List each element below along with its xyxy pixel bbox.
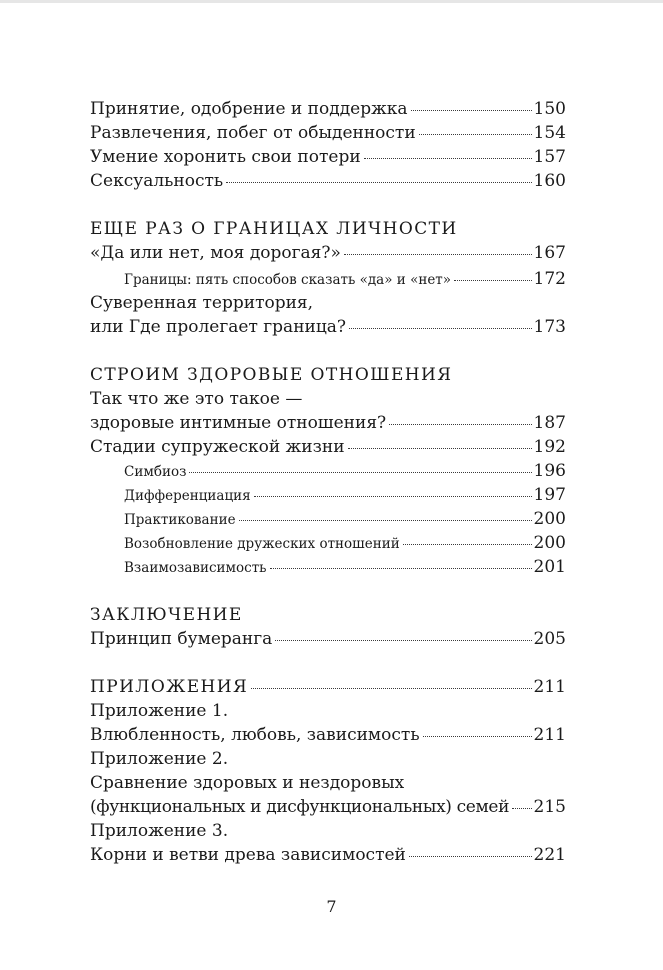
toc-entry[interactable] bbox=[90, 145, 566, 169]
toc-entry-title: здоровые интимные отношения? bbox=[90, 413, 387, 433]
toc-appendix-label[interactable] bbox=[90, 699, 566, 723]
toc-section-heading[interactable] bbox=[90, 675, 566, 699]
toc-subentry[interactable] bbox=[124, 267, 566, 291]
toc-entry[interactable] bbox=[90, 627, 566, 651]
toc-entry-continued[interactable] bbox=[90, 771, 566, 795]
toc-entry-title: Сексуальность bbox=[90, 171, 224, 191]
toc-section-heading[interactable] bbox=[90, 603, 566, 627]
toc-entry[interactable] bbox=[90, 169, 566, 193]
toc-entry-title: Стадии супружеской жизни bbox=[90, 437, 345, 457]
toc-subentry[interactable] bbox=[124, 459, 566, 483]
dot-leader bbox=[344, 254, 532, 255]
toc-entry-page: 200 bbox=[533, 509, 566, 529]
toc-entry[interactable] bbox=[90, 241, 566, 265]
toc-subentry[interactable] bbox=[124, 483, 566, 507]
toc-entry-page: 192 bbox=[533, 437, 566, 457]
toc-entry[interactable] bbox=[90, 411, 566, 435]
toc-entry-title: Принцип бумеранга bbox=[90, 629, 273, 649]
toc-entry[interactable] bbox=[90, 97, 566, 121]
appendix-label: Приложение 1. bbox=[90, 701, 229, 721]
dot-leader bbox=[254, 496, 532, 497]
toc-entry-page: 157 bbox=[533, 147, 566, 167]
section-heading-title: ПРИЛОЖЕНИЯ bbox=[90, 677, 249, 697]
dot-leader bbox=[423, 736, 532, 737]
section-heading-title: ЗАКЛЮЧЕНИЕ bbox=[90, 605, 243, 625]
toc-entry[interactable] bbox=[90, 435, 566, 459]
toc-entry-page: 215 bbox=[533, 797, 566, 817]
dot-leader bbox=[189, 472, 531, 473]
dot-leader bbox=[419, 134, 532, 135]
dot-leader bbox=[349, 328, 532, 329]
dot-leader bbox=[454, 280, 532, 281]
toc-appendix-label[interactable] bbox=[90, 747, 566, 771]
toc-entry-page: 173 bbox=[533, 317, 566, 337]
toc-entry-title: Принятие, одобрение и поддержка bbox=[90, 99, 408, 119]
toc-subentry[interactable] bbox=[124, 555, 566, 579]
toc-subentry[interactable] bbox=[124, 531, 566, 555]
toc-subentry[interactable] bbox=[124, 507, 566, 531]
toc-entry-page: 160 bbox=[533, 171, 566, 191]
dot-leader bbox=[403, 544, 532, 545]
toc-entry-page: 196 bbox=[533, 461, 566, 481]
dot-leader bbox=[239, 520, 532, 521]
section-heading-title: СТРОИМ ЗДОРОВЫЕ ОТНОШЕНИЯ bbox=[90, 365, 453, 385]
toc-entry-page: 201 bbox=[533, 557, 566, 577]
toc-entry-title: Корни и ветви древа зависимостей bbox=[90, 845, 406, 865]
toc-subentry-title: Практикование bbox=[124, 512, 236, 528]
toc-entry-title: Суверенная территория, bbox=[90, 293, 314, 313]
toc-entry-title: Влюбленность, любовь, зависимость bbox=[90, 725, 420, 745]
toc-subentry-title: Возобновление дружеских отношений bbox=[124, 536, 400, 552]
toc-entry-page: 150 bbox=[533, 99, 566, 119]
toc-entry-page: 211 bbox=[533, 725, 566, 745]
toc-entry[interactable] bbox=[90, 121, 566, 145]
toc-entry-title: Развлечения, побег от обыденности bbox=[90, 123, 416, 143]
toc-entry-page: 211 bbox=[533, 677, 566, 697]
toc-entry-title: «Да или нет, моя дорогая?» bbox=[90, 243, 341, 263]
dot-leader bbox=[348, 448, 532, 449]
dot-leader bbox=[411, 110, 532, 111]
toc-entry-title: Сравнение здоровых и нездоровых bbox=[90, 773, 405, 793]
toc-entry[interactable] bbox=[90, 795, 566, 819]
toc-entry-page: 167 bbox=[533, 243, 566, 263]
toc-entry-page: 172 bbox=[533, 269, 566, 289]
toc-entry-page: 205 bbox=[533, 629, 566, 649]
toc-entry-page: 200 bbox=[533, 533, 566, 553]
toc-entry-continued[interactable] bbox=[90, 387, 566, 411]
dot-leader bbox=[275, 640, 531, 641]
appendix-label: Приложение 3. bbox=[90, 821, 229, 841]
dot-leader bbox=[251, 688, 531, 689]
dot-leader bbox=[512, 808, 531, 809]
toc-subentry-title: Взаимозависимость bbox=[124, 560, 267, 576]
table-of-contents bbox=[90, 0, 566, 970]
toc-entry-page: 197 bbox=[533, 485, 566, 505]
dot-leader bbox=[389, 424, 531, 425]
toc-entry-title: или Где пролегает граница? bbox=[90, 317, 347, 337]
toc-entry[interactable] bbox=[90, 843, 566, 867]
section-heading-title: ЕЩЕ РАЗ О ГРАНИЦАХ ЛИЧНОСТИ bbox=[90, 219, 458, 239]
appendix-label: Приложение 2. bbox=[90, 749, 229, 769]
dot-leader bbox=[364, 158, 532, 159]
toc-section-heading[interactable] bbox=[90, 217, 566, 241]
dot-leader bbox=[270, 568, 532, 569]
toc-subentry-title: Дифференциация bbox=[124, 488, 251, 504]
toc-subentry-title: Границы: пять способов сказать «да» и «нет» bbox=[124, 272, 452, 288]
toc-entry-continued[interactable] bbox=[90, 291, 566, 315]
toc-entry-page: 154 bbox=[533, 123, 566, 143]
toc-entry-title: Умение хоронить свои потери bbox=[90, 147, 361, 167]
dot-leader bbox=[226, 182, 531, 183]
toc-entry-title: Так что же это такое — bbox=[90, 389, 303, 409]
toc-subentry-title: Симбиоз bbox=[124, 464, 187, 480]
toc-entry-page: 187 bbox=[533, 413, 566, 433]
toc-entry-title: (функциональных и дисфункциональных) семей bbox=[90, 797, 510, 817]
toc-entry-page: 221 bbox=[533, 845, 566, 865]
page-number: 7 bbox=[326, 897, 337, 916]
toc-entry[interactable] bbox=[90, 315, 566, 339]
toc-appendix-label[interactable] bbox=[90, 819, 566, 843]
toc-entry[interactable] bbox=[90, 723, 566, 747]
dot-leader bbox=[409, 856, 532, 857]
toc-section-heading[interactable] bbox=[90, 363, 566, 387]
